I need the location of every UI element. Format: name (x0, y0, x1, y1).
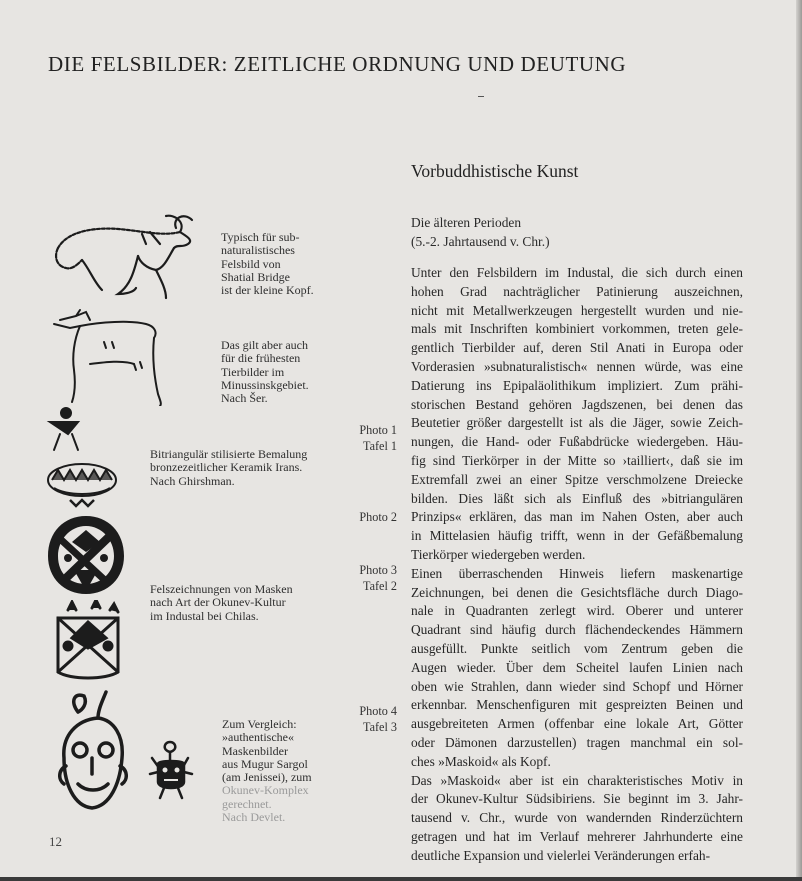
caption-line: Maskenbilder (222, 743, 288, 758)
caption-shatial-bridge (221, 231, 314, 297)
body-line: Quadrant sind häufig durch flächendeckendes Hämmern (411, 622, 743, 638)
caption-line: aus Mugur Sargol (222, 756, 308, 771)
caption-line: Nach Šer. (221, 391, 268, 406)
page-bottom-edge (0, 877, 802, 881)
mask-comparison-figure-left (58, 688, 128, 818)
ornament-dash (478, 96, 484, 97)
caption-line: Felsbild von (221, 256, 281, 271)
caption-line: im Industal bei Chilas. (150, 608, 259, 623)
body-line: ausgefüllt. Punkte seitlich vom Zentrum geben die (411, 640, 743, 656)
caption-line: »authentische« (222, 730, 294, 745)
margin-ref-photo4 (349, 704, 397, 735)
body-line: der Okunev-Kultur Südsibiriens. Sie beginnt im 3. Jahr- (411, 791, 743, 807)
caption-line: Das gilt aber auch (221, 338, 308, 352)
body-line: storischen Bestand gehören Jagdszenen, bei denen das (411, 396, 743, 412)
body-line: nungen, die Hand- oder Fußabdrücke wiedergeben. Häu- (411, 434, 743, 450)
mask-petroglyph-figure-1 (44, 512, 128, 598)
margin-ref-label: Photo 4 (359, 704, 397, 718)
caption-line: Zum Vergleich: (222, 717, 297, 731)
body-line: deutliche Expansion und vielerlei Veränderungen erfah- (411, 847, 711, 863)
caption-line: nach Art der Okunev-Kultur (150, 595, 286, 610)
caption-line: naturalistisches (221, 243, 295, 258)
body-line: ches »Maskoid« als Kopf. (411, 753, 551, 769)
body-line: oder Dämonen darzustellen) tragen manchmal ein sol- (411, 734, 743, 750)
body-line: oben wie Strahlen, dann wieder sind Schopf und Hörner (411, 678, 743, 694)
caption-mugur-sargol (222, 718, 312, 824)
body-text (411, 264, 743, 866)
mask-comparison-figure-right (144, 738, 206, 800)
body-line: Einen überraschenden Hinweis liefern maskenartige (411, 565, 743, 581)
page-edge-shadow (796, 0, 802, 881)
caption-line: Okunev-Komplex (222, 783, 309, 798)
caption-masks-chilas (150, 583, 293, 623)
caption-minussinsk (221, 339, 309, 405)
body-line: in Mittelasien häufig trifft, wenn in der Gefäßbemalung (411, 528, 743, 544)
deer-petroglyph-figure (50, 306, 190, 406)
ibex-petroglyph-figure (46, 208, 206, 304)
margin-ref-photo1 (349, 423, 397, 454)
body-line: Augen wieder. Über dem Scheitel laufen Linien nach (411, 659, 743, 675)
margin-ref-label: Tafel 3 (363, 719, 397, 734)
page-number: 12 (49, 834, 62, 849)
margin-ref-label: Photo 3 (359, 563, 397, 577)
running-header: DIE FELSBILDER: ZEITLICHE ORDNUNG UND DEUTUNG (48, 52, 627, 76)
body-line: gentlich Tierbilder auf, deren Stil Anati in Europa oder (411, 340, 743, 356)
body-line: nale in Quadranten zerlegt wird. Oberer und unterer (411, 603, 743, 619)
human-figure-petroglyph (44, 404, 84, 454)
body-line: tausend v. Chr., wurde von wandernden Rinderzüchtern (411, 810, 743, 826)
body-line: Beutetier größer dargestellt ist als die Jäger, sowie Zeich- (411, 415, 743, 431)
ceramic-bowl-figure (44, 458, 120, 510)
period-title: Die älteren Perioden (411, 215, 522, 230)
caption-line: ist der kleine Kopf. (221, 283, 314, 298)
margin-ref-label: Photo 1 (359, 423, 397, 437)
body-line: nicht mit Metallwerkzeugen hergestellt wurden und nie- (411, 302, 743, 318)
margin-ref-photo3 (349, 563, 397, 594)
body-line: Datierung ins Epipaläolithikum impliziert. Zum prähi- (411, 377, 743, 393)
caption-line: Minussinskgebiet. (221, 377, 309, 392)
body-line: Zeichnungen, bei denen die Gesichtsfläche durch Diago- (411, 584, 743, 600)
body-line: Unter den Felsbildern im Industal, die sich durch einen (411, 265, 743, 280)
caption-line: Shatial Bridge (221, 269, 290, 284)
period-dates: (5.-2. Jahrtausend v. Chr.) (411, 233, 550, 249)
caption-line: Nach Ghirshman. (150, 473, 235, 488)
margin-ref-label: Photo 2 (359, 510, 397, 524)
section-title: Vorbuddhistische Kunst (411, 161, 579, 181)
body-line: Extremfall zwei an einer Spitze verschmolzene Dreiecke (411, 471, 743, 487)
caption-line: Bitriangulär stilisierte Bemalung (150, 447, 308, 461)
body-line: ausgebreiteten Armen (offenbar eine lokale Art, Götter (411, 716, 743, 732)
body-line: hohen Grad nachträglicher Patinierung auszeichnen, (411, 283, 743, 299)
body-line: Das »Maskoid« aber ist ein charakteristisches Motiv in (411, 772, 743, 788)
margin-ref-photo2 (349, 510, 397, 526)
caption-line: Tierbilder im (221, 364, 285, 379)
margin-ref-label: Tafel 1 (363, 438, 397, 453)
body-line: bilden. Dies läßt sich als Einfluß des »bitriangulären (411, 490, 743, 506)
margin-ref-label: Tafel 2 (363, 578, 397, 593)
caption-line: Nach Devlet. (222, 810, 286, 825)
caption-line: für die frühesten (221, 351, 301, 366)
caption-line: Typisch für sub- (221, 230, 300, 244)
body-line: Prinzips« erklären, das man im Nahen Osten, aber auch (411, 509, 743, 525)
caption-line: bronzezeitlicher Keramik Irans. (150, 460, 303, 475)
caption-line: (am Jenissei), zum (222, 770, 312, 785)
caption-line: gerechnet. (222, 796, 272, 811)
caption-ceramics-iran (150, 448, 307, 488)
body-line: mals mit Inschriften kombiniert vorkommen, treten gele- (411, 321, 743, 337)
body-line: getragen und hat im Verlauf mehrerer Jahrhunderte eine (411, 828, 743, 844)
body-line: Tierkörper wiedergeben werden. (411, 546, 586, 562)
caption-line: Felszeichnungen von Masken (150, 582, 293, 596)
body-line: Vorderasien »subnaturalistisch« nennen würde, was eine (411, 358, 743, 374)
body-line: fig sind Tierkörper in der Mitte so ›tailliert‹, daß sie im (411, 452, 743, 468)
mask-petroglyph-figure-2 (48, 600, 128, 682)
body-line: erkennbar. Menschenfiguren mit gespreizten Beinen und (411, 697, 743, 713)
period-heading (411, 214, 550, 251)
